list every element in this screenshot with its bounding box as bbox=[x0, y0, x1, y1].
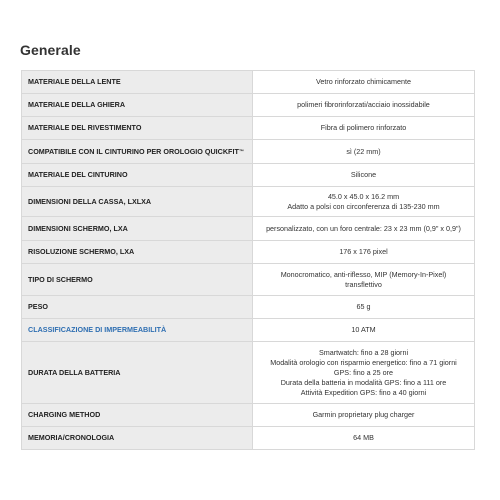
spec-label: PESO bbox=[22, 296, 253, 319]
spec-value: 64 MB bbox=[253, 427, 475, 450]
spec-label: DURATA DELLA BATTERIA bbox=[22, 342, 253, 404]
spec-label: MATERIALE DEL RIVESTIMENTO bbox=[22, 117, 253, 140]
table-row bbox=[22, 217, 475, 241]
table-row bbox=[22, 164, 475, 187]
spec-label: MEMORIA/CRONOLOGIA bbox=[22, 427, 253, 450]
spec-value bbox=[253, 187, 475, 217]
spec-label: TIPO DI SCHERMO bbox=[22, 264, 253, 296]
trademark-mark: ™ bbox=[238, 148, 244, 155]
spec-value-line: Modalità orologio con risparmio energetico: fino a 71 giorni bbox=[270, 357, 457, 367]
table-row bbox=[22, 264, 475, 296]
spec-label: CHARGING METHOD bbox=[22, 404, 253, 427]
spec-value: 176 x 176 pixel bbox=[253, 241, 475, 264]
spec-value-line: GPS: fino a 25 ore bbox=[333, 367, 394, 377]
spec-label: MATERIALE DELLA GHIERA bbox=[22, 94, 253, 117]
section-title: Generale bbox=[20, 42, 81, 58]
table-row bbox=[22, 187, 475, 217]
table-row bbox=[22, 296, 475, 319]
spec-value: 10 ATM bbox=[253, 319, 475, 342]
spec-value-line: transflettivo bbox=[345, 279, 382, 289]
spec-value-line: 45.0 x 45.0 x 16.2 mm bbox=[327, 191, 400, 201]
table-row bbox=[22, 117, 475, 140]
spec-value: sì (22 mm) bbox=[253, 140, 475, 164]
spec-value: 65 g bbox=[253, 296, 475, 319]
spec-value-line: Durata della batteria in modalità GPS: fino a 111 ore bbox=[280, 377, 447, 387]
table-row bbox=[22, 319, 475, 342]
spec-value: Silicone bbox=[253, 164, 475, 187]
table-row bbox=[22, 140, 475, 164]
spec-label: DIMENSIONI SCHERMO, LXA bbox=[22, 217, 253, 241]
spec-value: Vetro rinforzato chimicamente bbox=[253, 71, 475, 94]
spec-label bbox=[22, 140, 253, 164]
spec-label: MATERIALE DEL CINTURINO bbox=[22, 164, 253, 187]
spec-value: personalizzato, con un foro centrale: 23 x 23 mm (0,9" x 0,9") bbox=[253, 217, 475, 241]
spec-value: Garmin proprietary plug charger bbox=[253, 404, 475, 427]
table-row bbox=[22, 342, 475, 404]
spec-label: MATERIALE DELLA LENTE bbox=[22, 71, 253, 94]
spec-value-line: Attività Expedition GPS: fino a 40 giorni bbox=[300, 387, 427, 397]
spec-value-line: Monocromatico, anti-riflesso, MIP (Memory-In-Pixel) bbox=[280, 269, 447, 279]
table-row bbox=[22, 71, 475, 94]
spec-value-line: Adatto a polsi con circonferenza di 135-230 mm bbox=[287, 201, 440, 211]
spec-label: RISOLUZIONE SCHERMO, LXA bbox=[22, 241, 253, 264]
spec-label: DIMENSIONI DELLA CASSA, LXLXA bbox=[22, 187, 253, 217]
table-row bbox=[22, 427, 475, 450]
specs-table bbox=[21, 70, 475, 450]
spec-value bbox=[253, 342, 475, 404]
spec-label-text: COMPATIBILE CON IL CINTURINO PER OROLOGIO QUICKFIT bbox=[28, 146, 239, 156]
spec-value bbox=[253, 264, 475, 296]
table-row bbox=[22, 404, 475, 427]
table-row bbox=[22, 241, 475, 264]
spec-value: polimeri fibrorinforzati/acciaio inossidabile bbox=[253, 94, 475, 117]
water-rating-link[interactable]: CLASSIFICAZIONE DI IMPERMEABILITÀ bbox=[22, 319, 253, 342]
table-row bbox=[22, 94, 475, 117]
spec-value: Fibra di polimero rinforzato bbox=[253, 117, 475, 140]
spec-value-line: Smartwatch: fino a 28 giorni bbox=[318, 347, 409, 357]
